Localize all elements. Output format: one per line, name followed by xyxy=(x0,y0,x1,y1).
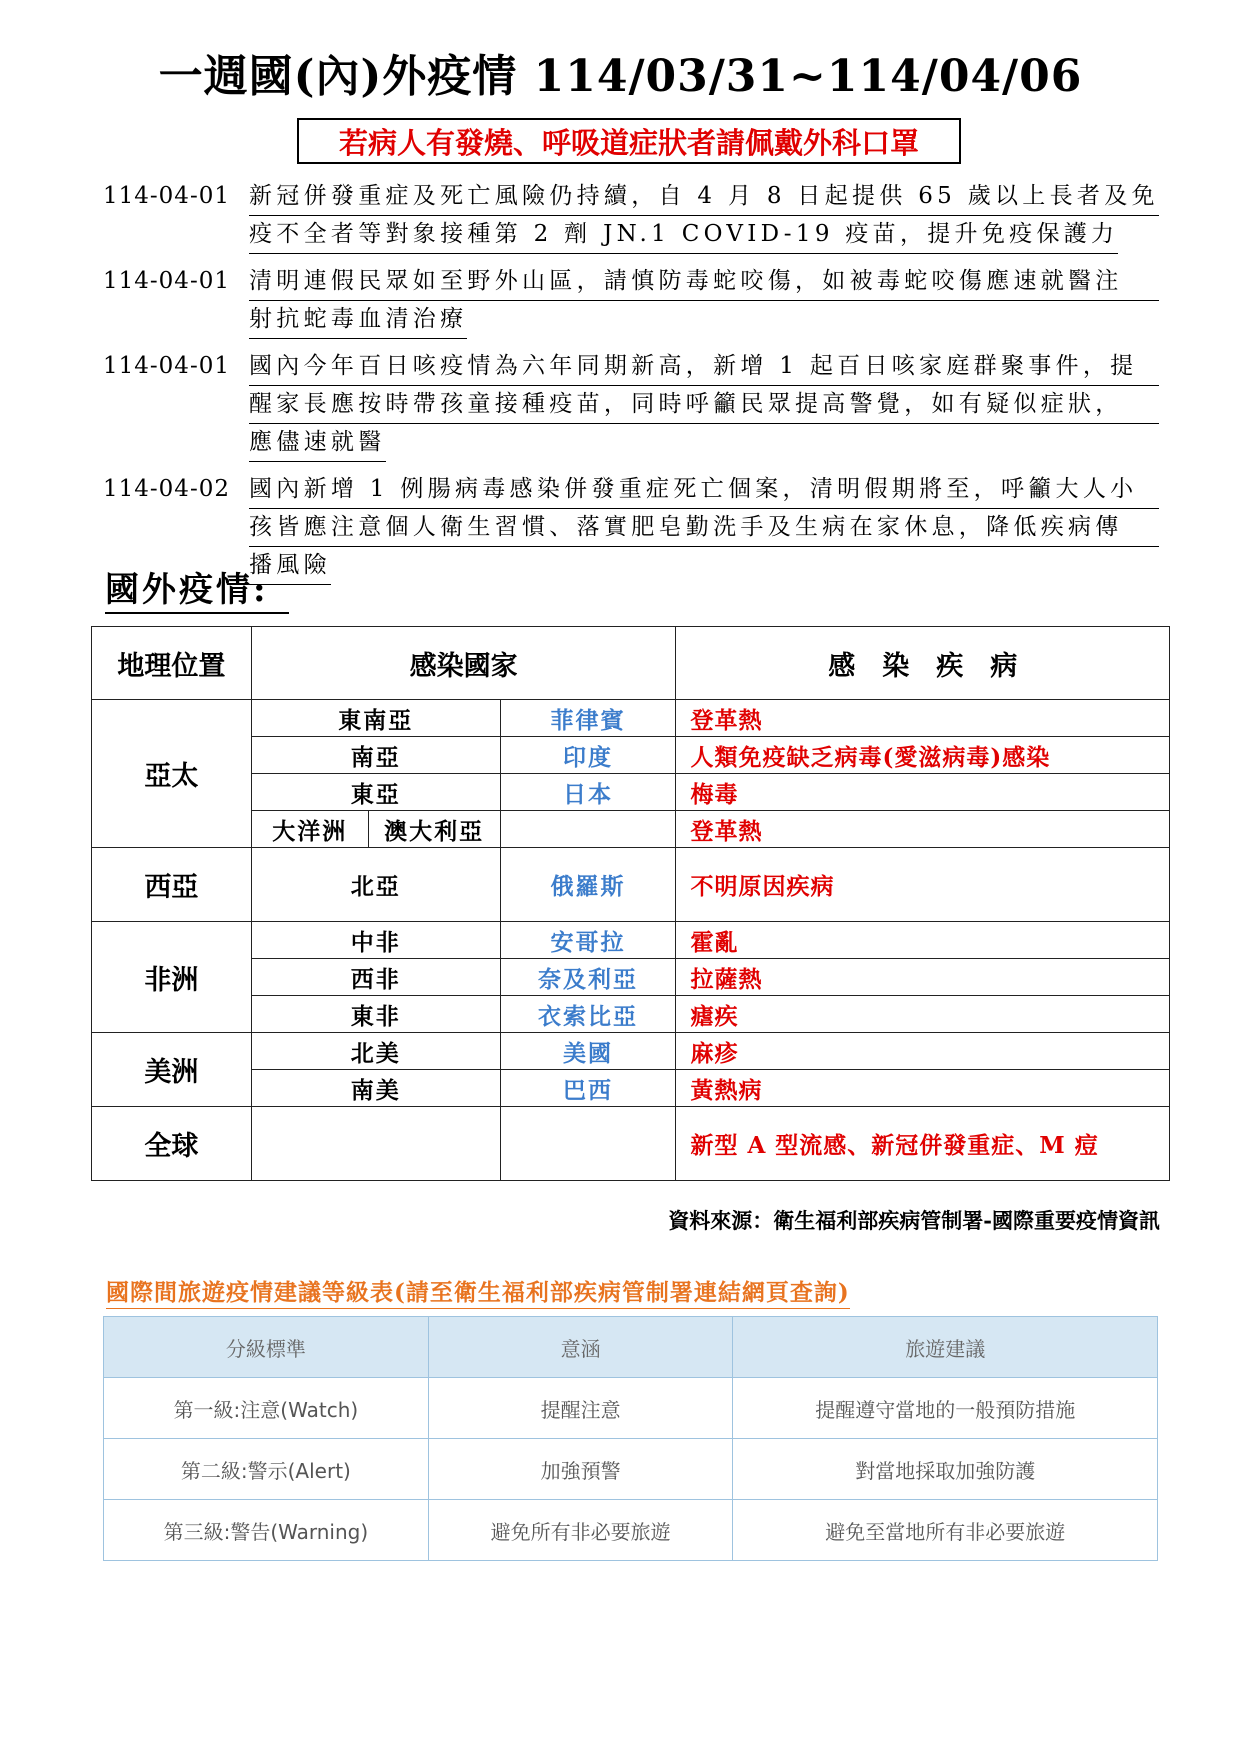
region-cell: 全球 xyxy=(92,1107,252,1181)
news-item xyxy=(103,348,1163,462)
news-text xyxy=(249,178,1159,254)
country-cell: 美國 xyxy=(500,1033,676,1070)
advice-cell: 避免至當地所有非必要旅遊 xyxy=(733,1500,1158,1561)
country-cell: 澳大利亞 xyxy=(368,811,500,848)
news-line: 疫不全者等對象接種第 2 劑 JN.1 COVID-19 疫苗，提升免疫保護力 xyxy=(249,216,1118,254)
data-source: 資料來源：衛生福利部疾病管制署-國際重要疫情資訊 xyxy=(668,1208,1160,1233)
header-disease: 感 染 疾 病 xyxy=(676,627,1170,700)
travel-advisory-heading[interactable]: 國際間旅遊疫情建議等級表(請至衛生福利部疾病管制署連結網頁查詢) xyxy=(106,1278,850,1309)
country-cell: 日本 xyxy=(500,774,676,811)
table-row xyxy=(92,848,1170,922)
news-line: 射抗蛇毒血清治療 xyxy=(249,301,467,339)
news-line: 國內新增 1 例腸病毒感染併發重症死亡個案，清明假期將至，呼籲大人小 xyxy=(249,471,1159,509)
header-region: 地理位置 xyxy=(92,627,252,700)
country-cell: 巴西 xyxy=(500,1070,676,1107)
news-text xyxy=(249,348,1159,462)
region-cell: 非洲 xyxy=(92,922,252,1033)
travel-advisory-table xyxy=(103,1316,1158,1561)
disease-cell: 登革熱 xyxy=(676,700,1170,737)
subregion-cell: 大洋洲 xyxy=(251,811,368,848)
table-row xyxy=(92,1033,1170,1070)
news-text xyxy=(249,263,1159,339)
news-line: 播風險 xyxy=(249,547,331,585)
country-cell: 菲律賓 xyxy=(500,700,676,737)
header-meaning: 意涵 xyxy=(428,1317,733,1378)
empty-cell xyxy=(251,1107,500,1181)
news-date: 114-04-01 xyxy=(103,268,230,294)
intl-epidemic-table xyxy=(91,626,1170,1181)
table-row xyxy=(92,922,1170,959)
subregion-cell: 南亞 xyxy=(251,737,500,774)
news-item xyxy=(103,178,1163,254)
country-cell: 安哥拉 xyxy=(500,922,676,959)
news-line: 應儘速就醫 xyxy=(249,424,386,462)
country-cell: 俄羅斯 xyxy=(500,848,676,922)
subregion-cell: 東南亞 xyxy=(251,700,500,737)
subregion-cell: 南美 xyxy=(251,1070,500,1107)
subregion-cell: 北亞 xyxy=(251,848,500,922)
empty-cell xyxy=(500,1107,676,1181)
region-cell: 亞太 xyxy=(92,700,252,848)
disease-cell: 新型 A 型流感、新冠併發重症、M 痘 xyxy=(676,1107,1170,1181)
disease-cell: 梅毒 xyxy=(676,774,1170,811)
table-row xyxy=(92,737,1170,774)
intl-section-heading: 國外疫情: xyxy=(105,568,289,614)
level-cell: 第三級:警告(Warning) xyxy=(104,1500,429,1561)
table-header-row xyxy=(104,1317,1158,1378)
region-cell: 西亞 xyxy=(92,848,252,922)
news-line: 孩皆應注意個人衛生習慣、落實肥皂勤洗手及生病在家休息，降低疾病傳 xyxy=(249,509,1159,547)
subregion-cell: 北美 xyxy=(251,1033,500,1070)
table-row xyxy=(92,959,1170,996)
subregion-cell: 中非 xyxy=(251,922,500,959)
country-cell: 衣索比亞 xyxy=(500,996,676,1033)
domestic-news-list xyxy=(103,178,1163,594)
disease-cell: 登革熱 xyxy=(676,811,1170,848)
header-level: 分級標準 xyxy=(104,1317,429,1378)
level-cell: 第一級:注意(Watch) xyxy=(104,1378,429,1439)
news-line: 清明連假民眾如至野外山區，請慎防毒蛇咬傷，如被毒蛇咬傷應速就醫注 xyxy=(249,263,1159,301)
subregion-cell: 東非 xyxy=(251,996,500,1033)
empty-cell xyxy=(500,811,676,848)
table-row xyxy=(92,811,1170,848)
subregion-cell: 東亞 xyxy=(251,774,500,811)
news-line: 新冠併發重症及死亡風險仍持續，自 4 月 8 日起提供 65 歲以上長者及免 xyxy=(249,178,1159,216)
region-cell: 美洲 xyxy=(92,1033,252,1107)
disease-cell: 霍亂 xyxy=(676,922,1170,959)
news-text xyxy=(249,471,1159,585)
mask-notice: 若病人有發燒、呼吸道症狀者請佩戴外科口罩 xyxy=(297,118,961,164)
country-cell: 奈及利亞 xyxy=(500,959,676,996)
table-row xyxy=(92,774,1170,811)
table-row xyxy=(104,1378,1158,1439)
subregion-cell: 西非 xyxy=(251,959,500,996)
header-advice: 旅遊建議 xyxy=(733,1317,1158,1378)
country-cell: 印度 xyxy=(500,737,676,774)
news-date: 114-04-01 xyxy=(103,183,230,209)
news-item xyxy=(103,263,1163,339)
disease-cell: 麻疹 xyxy=(676,1033,1170,1070)
advice-cell: 對當地採取加強防護 xyxy=(733,1439,1158,1500)
table-row xyxy=(104,1500,1158,1561)
news-date: 114-04-01 xyxy=(103,353,230,379)
table-row xyxy=(92,1107,1170,1181)
advice-cell: 提醒遵守當地的一般預防措施 xyxy=(733,1378,1158,1439)
page-title: 一週國(內)外疫情 114/03/31~114/04/06 xyxy=(158,51,1083,102)
table-row xyxy=(92,700,1170,737)
meaning-cell: 避免所有非必要旅遊 xyxy=(428,1500,733,1561)
disease-cell: 拉薩熱 xyxy=(676,959,1170,996)
table-header-row xyxy=(92,627,1170,700)
header-country: 感染國家 xyxy=(251,627,676,700)
table-row xyxy=(104,1439,1158,1500)
table-row xyxy=(92,996,1170,1033)
meaning-cell: 加強預警 xyxy=(428,1439,733,1500)
disease-cell: 人類免疫缺乏病毒(愛滋病毒)感染 xyxy=(676,737,1170,774)
meaning-cell: 提醒注意 xyxy=(428,1378,733,1439)
level-cell: 第二級:警示(Alert) xyxy=(104,1439,429,1500)
disease-cell: 黃熱病 xyxy=(676,1070,1170,1107)
news-date: 114-04-02 xyxy=(103,476,230,502)
table-row xyxy=(92,1070,1170,1107)
disease-cell: 不明原因疾病 xyxy=(676,848,1170,922)
news-line: 國內今年百日咳疫情為六年同期新高，新增 1 起百日咳家庭群聚事件，提 xyxy=(249,348,1159,386)
disease-cell: 瘧疾 xyxy=(676,996,1170,1033)
news-line: 醒家長應按時帶孩童接種疫苗，同時呼籲民眾提高警覺，如有疑似症狀， xyxy=(249,386,1159,424)
